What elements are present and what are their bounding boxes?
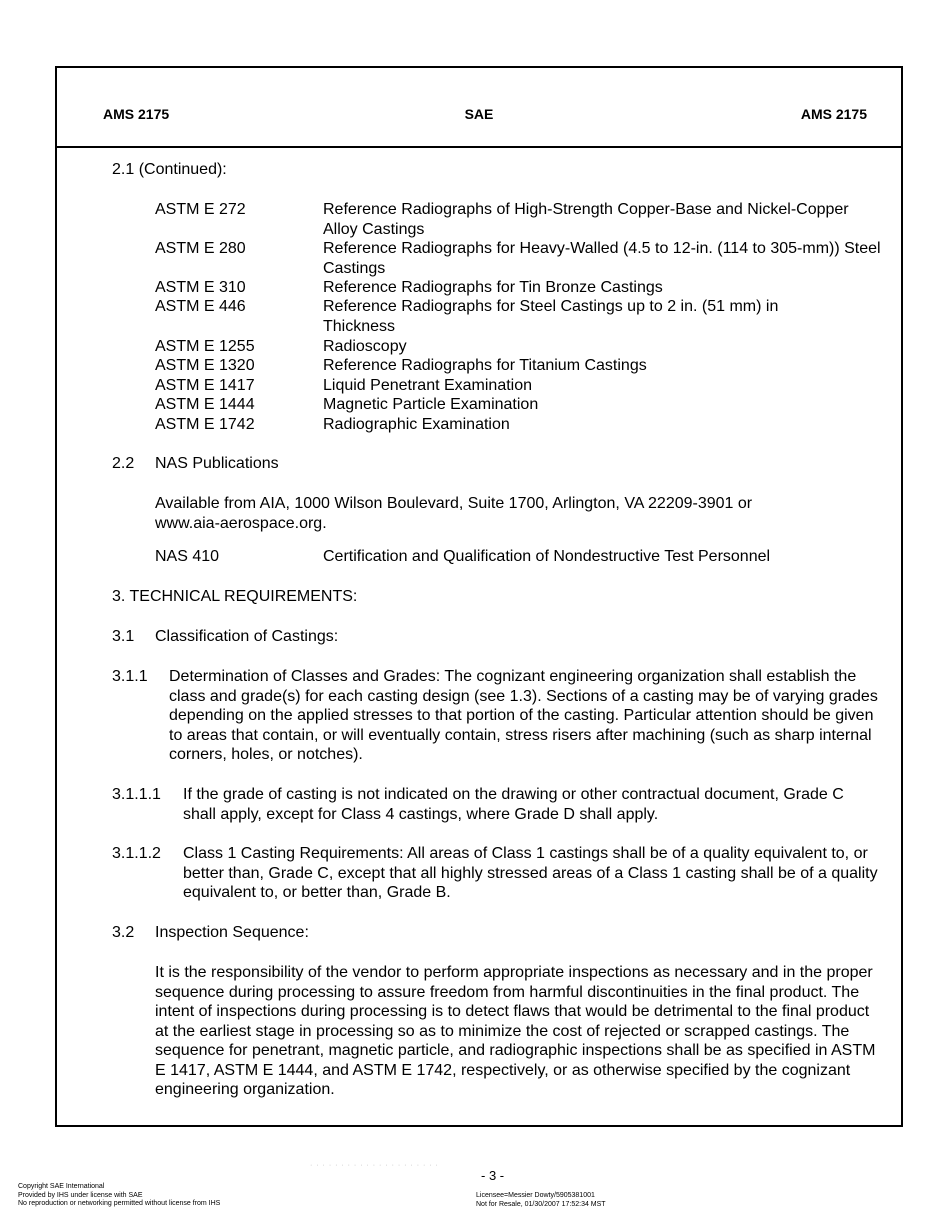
astm-desc: Radiographic Examination — [323, 416, 510, 433]
section-3-2-title: Inspection Sequence: — [155, 924, 309, 941]
section-3-1-1-2-number: 3.1.1.2 — [112, 845, 161, 862]
astm-code: ASTM E 310 — [155, 279, 246, 296]
footer-right-line: Not for Resale, 01/30/2007 17:52:34 MST — [476, 1200, 606, 1208]
section-3-1-1-text: Determination of Classes and Grades: The cognizant engineering organization shall establish the class and grade(s) for each casting design (see 1.3). Sections of a casting may be of varying grades depending on the applied stresses to that portion of the casting. Particular attention should be given to areas that contain, or will eventually contain, stress risers after machining (such as sharp internal corners, holes, or notches). — [169, 668, 878, 763]
page-frame — [55, 66, 903, 1127]
footer-left-line: Copyright SAE International — [18, 1183, 105, 1190]
header-right: AMS 2175 — [800, 106, 867, 122]
astm-code: ASTM E 1742 — [155, 416, 255, 433]
section-2-2-availability: Available from AIA, 1000 Wilson Boulevard, Suite 1700, Arlington, VA 22209-3901 or www.aia-aerospace.org. — [155, 495, 753, 532]
footer-left-line: Provided by IHS under license with SAE — [18, 1191, 143, 1199]
astm-code: ASTM E 1444 — [155, 396, 255, 413]
nas-code: NAS 410 — [155, 548, 220, 565]
astm-desc: Reference Radiographs for Tin Bronze Castings — [323, 279, 663, 296]
header-divider — [57, 146, 901, 148]
section-3-1-1-1-number: 3.1.1.1 — [112, 786, 161, 803]
nas-desc: Certification and Qualification of Nondestructive Test Personnel — [323, 548, 771, 565]
astm-code: ASTM E 446 — [155, 298, 246, 315]
faint-watermark-text: · · · · · · · · · · · · · · · · · · · · · — [310, 1162, 439, 1169]
section-3-1-number: 3.1 — [112, 628, 135, 645]
section-2-1-heading: 2.1 (Continued): — [112, 161, 227, 178]
footer-right-line: Licensee=Messier Dowty/5905381001 — [476, 1192, 595, 1199]
astm-desc: Radioscopy — [323, 338, 407, 355]
footer-left — [18, 1183, 220, 1209]
astm-desc: Reference Radiographs of High-Strength Copper-Base and Nickel-Copper Alloy Castings — [323, 201, 849, 238]
header-left: AMS 2175 — [103, 106, 170, 122]
section-3-1-title: Classification of Castings: — [155, 628, 339, 645]
astm-desc: Liquid Penetrant Examination — [323, 377, 533, 394]
astm-code: ASTM E 1255 — [155, 338, 255, 355]
header-center: SAE — [464, 106, 494, 122]
astm-code: ASTM E 1320 — [155, 357, 255, 374]
footer-left-line: No reproduction or networking permitted without license from IHS — [18, 1200, 221, 1207]
section-3-2-number: 3.2 — [112, 924, 135, 941]
astm-code: ASTM E 272 — [155, 201, 246, 218]
astm-code: ASTM E 280 — [155, 240, 246, 257]
page-number: - 3 - — [481, 1168, 505, 1183]
footer-right — [476, 1192, 606, 1209]
astm-desc: Magnetic Particle Examination — [323, 396, 539, 413]
section-2-2-number: 2.2 — [112, 455, 135, 472]
astm-desc: Reference Radiographs for Titanium Castings — [323, 357, 647, 374]
section-3-2-text: It is the responsibility of the vendor to perform appropriate inspections as necessary and in the proper sequence during processing to assure freedom from harmful discontinuities in the final product. The intent of inspections during processing is to detect flaws that would be detrimental to the final product at the earliest stage in processing so as to minimize the cost of rejected or scrapped castings. The sequence for penetrant, magnetic particle, and radiographic inspections shall be as specified in ASTM E 1417, ASTM E 1444, and ASTM E 1742, respectively, or as otherwise specified by the cognizant engineering organization. — [155, 964, 876, 1098]
section-2-2-title: NAS Publications — [155, 455, 279, 472]
astm-desc: Reference Radiographs for Steel Castings up to 2 in. (51 mm) in Thickness — [323, 298, 779, 335]
section-3-1-1-number: 3.1.1 — [112, 668, 148, 685]
astm-desc: Reference Radiographs for Heavy-Walled (4.5 to 12-in. (114 to 305-mm)) Steel Castings — [323, 240, 881, 277]
section-3-1-1-2-text: Class 1 Casting Requirements: All areas of Class 1 castings shall be of a quality equivalent to, or better than, Grade C, except that all highly stressed areas of a Class 1 casting shall be of a quality equivalent to, or better than, Grade B. — [183, 845, 878, 901]
astm-code: ASTM E 1417 — [155, 377, 255, 394]
section-3-heading: 3. TECHNICAL REQUIREMENTS: — [112, 588, 358, 605]
section-3-1-1-1-text: If the grade of casting is not indicated on the drawing or other contractual document, Grade C shall apply, except for Class 4 castings, where Grade D shall apply. — [183, 786, 844, 823]
